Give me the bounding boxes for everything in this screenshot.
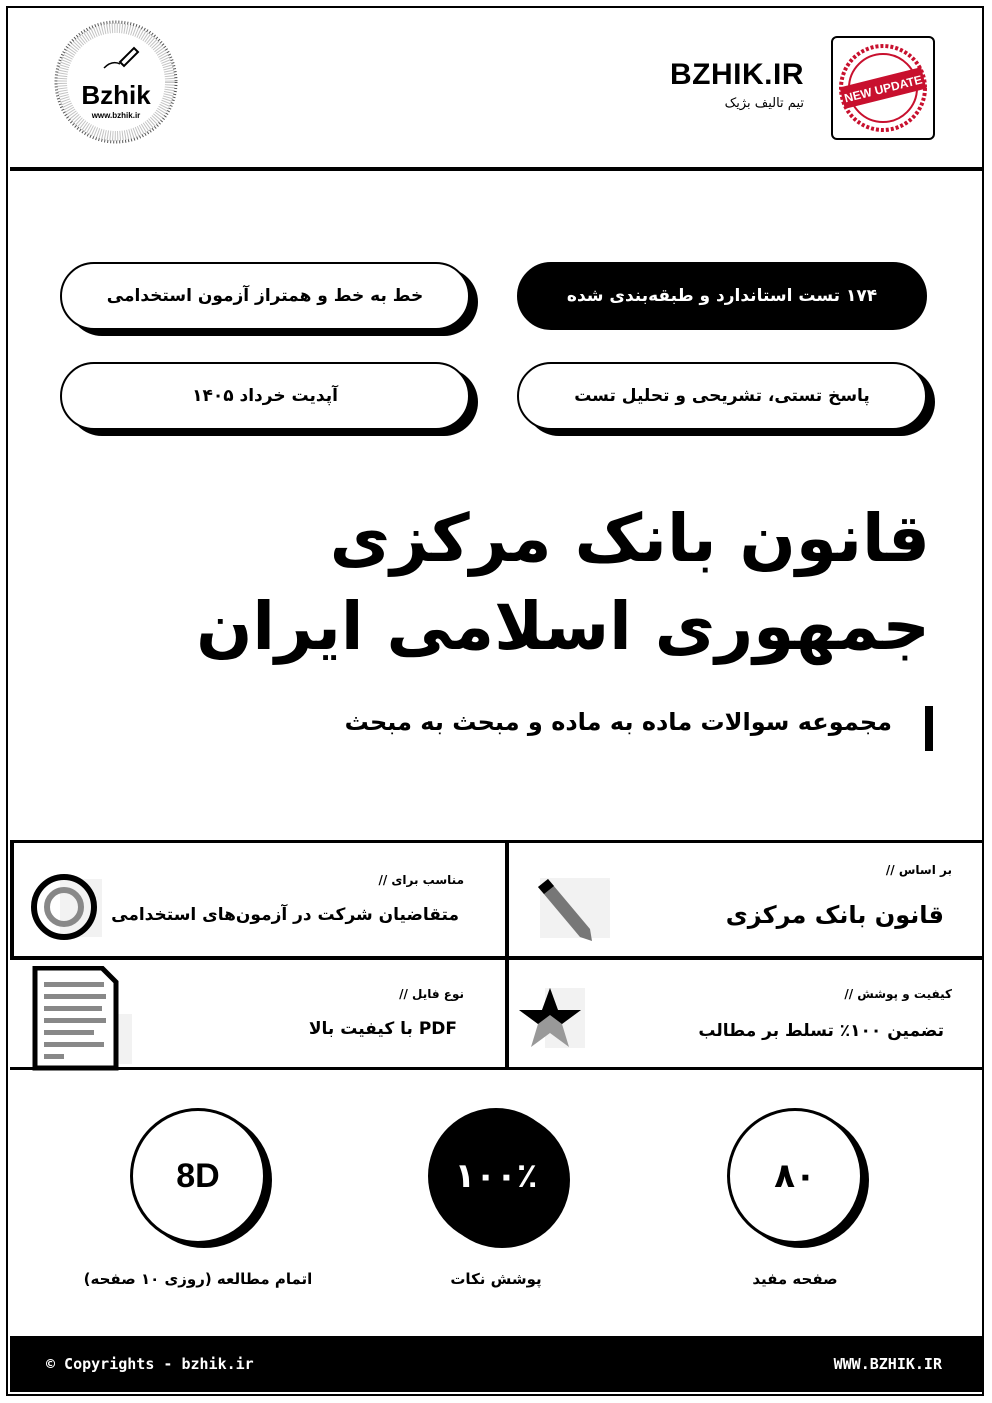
stat-study-circle: 8D [130, 1108, 266, 1244]
based-on-value: قانون بانک مرکزی [725, 901, 944, 929]
copyright-text: © Copyrights - bzhik.ir [46, 1355, 254, 1373]
title-line-1: قانون بانک مرکزی [329, 500, 930, 577]
brand-name: BZHIK.IR [670, 58, 804, 91]
svg-text:NEW UPDATE: NEW UPDATE [842, 72, 924, 106]
feature-update-pill: آپدیت خرداد ۱۴۰۵ [60, 362, 470, 430]
stat-study-label: اتمام مطالعه (روزی ۱۰ صفحه) [83, 1270, 313, 1288]
suitable-for-value: متقاضیان شرکت در آزمون‌های استخدامی [111, 905, 459, 925]
new-update-badge [831, 36, 935, 140]
header-divider [10, 167, 982, 171]
pencil-icon [530, 873, 610, 947]
quality-label: کیفیت و پوشش // [844, 987, 952, 1001]
feature-aligned-pill: خط به خط و همتراز آزمون استخدامی [60, 262, 470, 330]
stat-coverage-label: پوشش نکات [450, 1270, 542, 1288]
grid-left-border [10, 843, 14, 960]
stat-coverage-circle: ۱۰۰٪ [428, 1108, 564, 1244]
page-subtitle: مجموعه سوالات ماده به ماده و مبحث به مبحث [344, 708, 892, 736]
brand-block [670, 58, 804, 111]
document-icon [32, 966, 132, 1075]
feature-tests-pill: ۱۷۴ تست استاندارد و طبقه‌بندی شده [517, 262, 927, 330]
based-on-label: بر اساس // [885, 863, 952, 877]
info-grid [10, 840, 982, 1070]
file-type-label: نوع فایل // [399, 987, 464, 1001]
grid-vertical-divider [505, 843, 509, 1067]
suitable-for-label: مناسب برای // [378, 873, 464, 887]
footer-bar [10, 1336, 982, 1392]
bzhik-logo [54, 18, 178, 146]
stat-pages-circle: ۸۰ [727, 1108, 863, 1244]
star-icon [515, 983, 585, 1057]
page-title [196, 495, 930, 671]
stat-pages-label: صفحه مفید [752, 1270, 838, 1288]
grid-horizontal-divider [10, 956, 982, 960]
subtitle-accent-bar [925, 706, 933, 751]
svg-text:Bzhik: Bzhik [81, 80, 151, 110]
target-icon [30, 873, 102, 945]
file-type-value: PDF با کیفیت بالا [308, 1019, 457, 1039]
svg-text:www.bzhik.ir: www.bzhik.ir [91, 111, 141, 120]
title-line-2: جمهوری اسلامی ایران [196, 588, 930, 665]
feature-answers-pill: پاسخ تستی، تشریحی و تحلیل تست [517, 362, 927, 430]
brand-subtitle: تیم تالیف بژیک [724, 96, 804, 111]
website-link[interactable]: WWW.BZHIK.IR [833, 1355, 942, 1373]
quality-value: تضمین ۱۰۰٪ تسلط بر مطالب [698, 1021, 944, 1041]
